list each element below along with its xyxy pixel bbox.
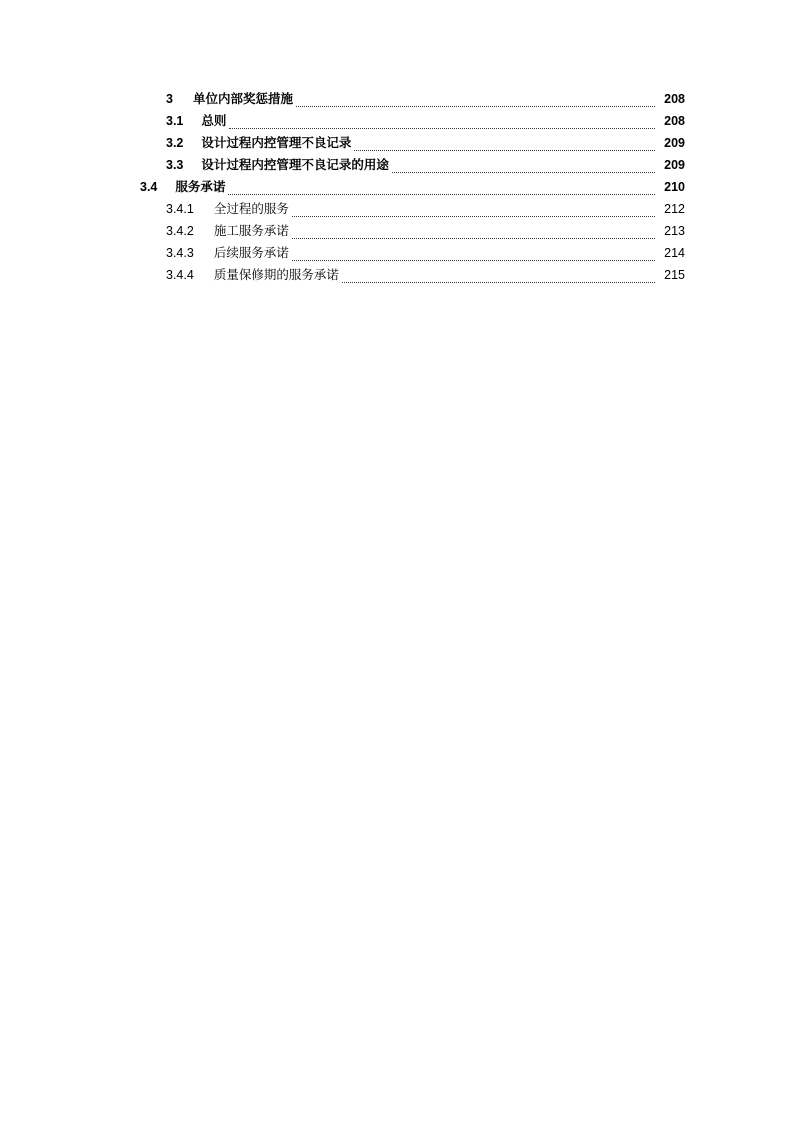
toc-entry-page-number: 209: [664, 136, 685, 150]
toc-leader-dots: [296, 105, 655, 107]
toc-entry-number: 3.4.4: [166, 268, 194, 282]
toc-entry[interactable]: [108, 176, 685, 198]
toc-leader-dots: [354, 149, 655, 151]
toc-leader-dots: [342, 281, 655, 283]
toc-entry-page-number: 208: [664, 92, 685, 106]
toc-entry[interactable]: [108, 264, 685, 286]
toc-entry-number: 3.2: [166, 136, 184, 150]
toc-entry-page-number: 214: [664, 246, 685, 260]
toc-entry-page-number: 212: [664, 202, 685, 216]
toc-entry-number: 3.3: [166, 158, 184, 172]
toc-entry-page-number: 208: [664, 114, 685, 128]
toc-entry-number: 3.4.3: [166, 246, 194, 260]
toc-entry-title: 后续服务承诺: [213, 246, 289, 260]
toc-leader-dots: [392, 171, 655, 173]
toc-leader-dots: [229, 127, 655, 129]
toc-entry-page-number: 209: [664, 158, 685, 172]
toc-entry-number: 3.4: [140, 180, 158, 194]
toc-entry-title: 施工服务承诺: [213, 224, 289, 238]
toc-entry[interactable]: [108, 132, 685, 154]
toc-entry[interactable]: [108, 154, 685, 176]
toc-entry[interactable]: [108, 88, 685, 110]
toc-entry-title: 设计过程内控管理不良记录: [201, 136, 352, 150]
toc-entry-number: 3: [166, 92, 173, 106]
toc-entry-title: 总则: [201, 114, 227, 128]
toc-entry-title: 设计过程内控管理不良记录的用途: [201, 158, 389, 172]
toc-entry[interactable]: [108, 242, 685, 264]
toc-entry[interactable]: [108, 220, 685, 242]
toc-entry-title: 单位内部奖惩措施: [192, 92, 293, 106]
toc-entry[interactable]: [108, 110, 685, 132]
toc-entry-title: 服务承诺: [175, 180, 226, 194]
toc-leader-dots: [292, 215, 655, 217]
toc-entry-title: 质量保修期的服务承诺: [213, 268, 339, 282]
table-of-contents: [108, 88, 685, 286]
toc-entry[interactable]: [108, 198, 685, 220]
toc-entry-title: 全过程的服务: [213, 202, 289, 216]
toc-leader-dots: [292, 259, 655, 261]
toc-leader-dots: [292, 237, 655, 239]
toc-entry-page-number: 213: [664, 224, 685, 238]
toc-entry-page-number: 210: [664, 180, 685, 194]
toc-entry-number: 3.4.2: [166, 224, 194, 238]
toc-entry-number: 3.4.1: [166, 202, 194, 216]
toc-entry-page-number: 215: [664, 268, 685, 282]
toc-entry-number: 3.1: [166, 114, 184, 128]
toc-leader-dots: [228, 193, 655, 195]
